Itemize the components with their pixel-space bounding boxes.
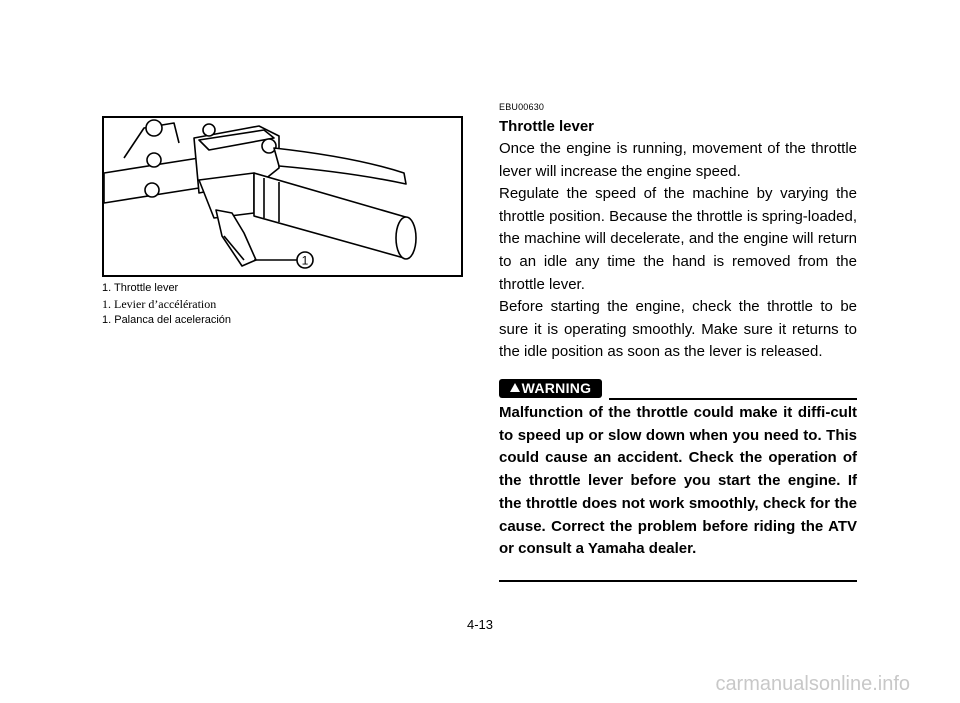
watermark: carmanualsonline.info: [715, 673, 910, 695]
page-number: 4-13: [466, 617, 494, 632]
callout-number: 1: [301, 253, 309, 268]
throttle-lever-illustration: [102, 116, 463, 277]
warning-text: [499, 402, 857, 561]
warning-triangle-icon: [510, 383, 520, 392]
warning-badge: [499, 379, 602, 398]
warning-rule: [609, 398, 857, 400]
figure-captions: [102, 280, 231, 328]
section-body: [499, 138, 857, 364]
handlebar-drawing: [104, 118, 461, 275]
warning-bottom-rule: [499, 580, 857, 582]
caption-english: 1. Throttle lever: [102, 282, 179, 294]
warning-label: WARNING: [521, 380, 592, 396]
body-paragraph: Regulate the speed of the machine by varying the throttle position. Because the throttle is spring-loaded, the machine will decelerate, and the engine will return to an idle any time the hand is removed from the throttle lever.: [499, 185, 857, 293]
section-code: EBU00630: [499, 102, 545, 112]
body-paragraph: Once the engine is running, movement of the throttle lever will increase the engine speed.: [499, 140, 857, 180]
caption-french: 1. Levier d’accélération: [102, 297, 217, 311]
body-paragraph: Before starting the engine, check the throttle to be sure it is operating smoothly. Make sure it returns to the idle position as soon as the lever is released.: [499, 298, 857, 361]
warning-header: [499, 378, 857, 400]
caption-spanish: 1. Palanca del aceleración: [102, 314, 232, 326]
section-title: Throttle lever: [499, 118, 595, 135]
warning-paragraph: Malfunction of the throttle could make it diffi-cult to speed up or slow down when you need to. This could cause an accident. Check the operation of the throttle lever before you start the engine. If the throttle does not work smoothly, check for the cause. Correct the problem before riding the ATV or consult a Yamaha dealer.: [499, 404, 857, 558]
